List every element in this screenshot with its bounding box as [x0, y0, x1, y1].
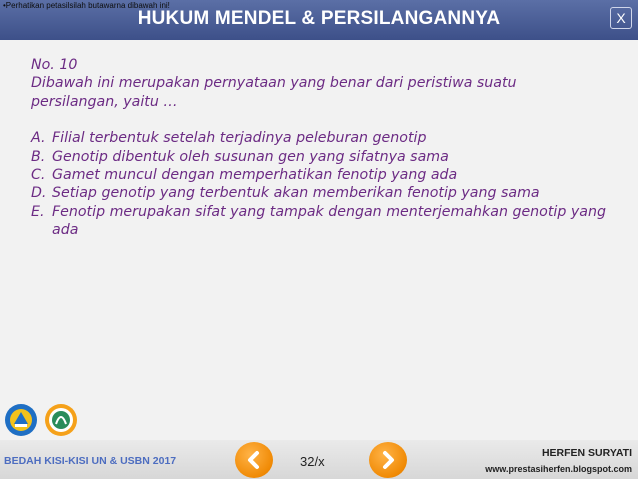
option-text: Gamet muncul dengan memperhatikan fenotip yang ada [52, 167, 458, 184]
previous-button[interactable] [235, 442, 273, 478]
option-d[interactable] [31, 184, 606, 202]
answer-options [31, 129, 606, 239]
option-c[interactable] [31, 166, 606, 184]
page-counter: 32/x [300, 454, 325, 469]
option-letter: E. [31, 203, 45, 220]
ministry-education-logo [5, 404, 37, 436]
slide-title: HUKUM MENDEL & PERSILANGANNYA [137, 8, 501, 29]
author-name: HERFEN SURYATI [541, 447, 632, 459]
instruction-hint: •Perhatikan petasilsilah butawarna dibawah ini! [3, 1, 170, 10]
next-button[interactable] [369, 442, 407, 478]
option-text: Setiap genotip yang terbentuk akan memberikan fenotip yang sama [52, 185, 540, 202]
title-bar [0, 0, 638, 40]
question-panel [31, 56, 606, 240]
close-button[interactable]: X [610, 7, 632, 29]
logos [3, 400, 81, 440]
option-letter: B. [31, 148, 46, 165]
chevron-left-icon [244, 450, 264, 470]
option-text: Genotip dibentuk oleh susunan gen yang sifatnya sama [52, 148, 449, 165]
option-letter: A. [31, 130, 46, 147]
option-b[interactable] [31, 148, 606, 166]
question-text: Dibawah ini merupakan pernyataan yang benar dari peristiwa suatu persilangan, yaitu … [31, 75, 517, 110]
website-link[interactable]: www.prestasiherfen.blogspot.com [485, 464, 632, 474]
chevron-right-icon [378, 450, 398, 470]
option-letter: D. [31, 185, 47, 202]
option-text: Fenotip merupakan sifat yang tampak dengan menterjemahkan genotip yang ada [52, 203, 606, 239]
option-e[interactable] [31, 203, 606, 240]
option-letter: C. [31, 167, 46, 184]
option-text: Filial terbentuk setelah terjadinya peleburan genotip [52, 130, 427, 147]
school-logo [45, 404, 77, 436]
footer-event-label: BEDAH KISI-KISI UN & USBN 2017 [4, 455, 177, 467]
option-a[interactable] [31, 129, 606, 147]
question-number: No. 10 [31, 57, 78, 73]
